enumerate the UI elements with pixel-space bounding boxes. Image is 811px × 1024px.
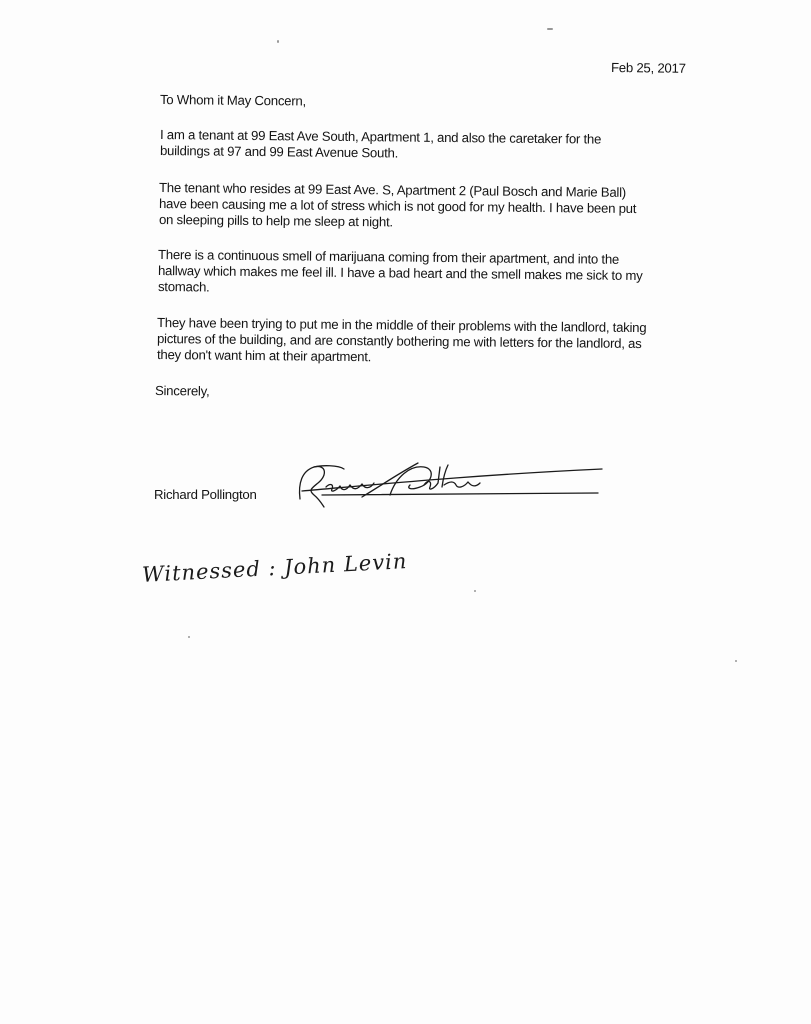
paragraph-line: hallway which makes me feel ill. I have a bad heart and the smell makes me sick to my	[157, 263, 643, 284]
paragraph-line: The tenant who resides at 99 East Ave. S, Apartment 2 (Paul Bosch and Marie Ball)	[158, 180, 627, 200]
paragraph-line: buildings at 97 and 99 East Avenue South.	[159, 143, 399, 161]
letter-date: Feb 25, 2017	[610, 60, 686, 76]
paragraph-line: they don't want him at their apartment.	[156, 347, 372, 365]
paragraph-line: stomach.	[157, 279, 210, 295]
signer-name: Richard Pollington	[154, 487, 257, 502]
scan-mark	[474, 590, 476, 592]
scan-mark	[547, 28, 553, 30]
scan-mark	[735, 660, 737, 662]
witness-note: Witnessed : John Levin	[141, 549, 408, 587]
scan-mark	[277, 40, 279, 43]
salutation: To Whom it May Concern,	[159, 92, 307, 109]
paragraph-line: I am a tenant at 99 East Ave South, Apartment 1, and also the caretaker for the	[159, 127, 602, 147]
paragraph-line: have been causing me a lot of stress which is not good for my health. I have been put	[158, 196, 637, 216]
scan-mark	[188, 636, 190, 638]
paragraph-line: They have been trying to put me in the middle of their problems with the landlord, taking	[156, 315, 647, 336]
paragraph-line: pictures of the building, and are constantly bothering me with letters for the landlord, as	[156, 331, 642, 352]
handwritten-signature-icon	[292, 455, 607, 515]
paragraph-line: There is a continuous smell of marijuana coming from their apartment, and into the	[157, 247, 620, 267]
paragraph-line: on sleeping pills to help me sleep at night.	[158, 212, 393, 230]
closing: Sincerely,	[154, 383, 210, 399]
